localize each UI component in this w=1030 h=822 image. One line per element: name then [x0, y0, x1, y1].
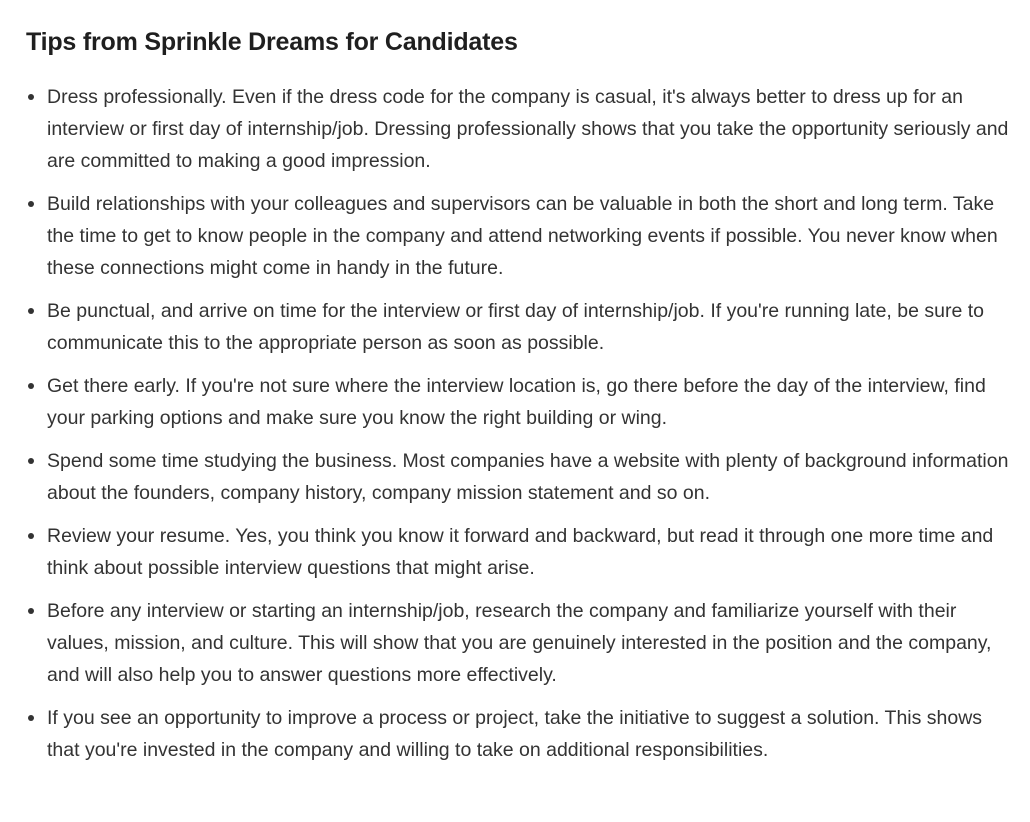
list-item	[26, 188, 1012, 284]
tip-text: Build relationships with your colleagues and supervisors can be valuable in both the short and long term. Take the time to get to know people in the company and attend networking events if possible. You never know when these connections might come in handy in the future.	[47, 193, 998, 279]
tip-text: Get there early. If you're not sure where the interview location is, go there before the day of the interview, find your parking options and make sure you know the right building or wing.	[47, 375, 986, 429]
list-item	[26, 295, 1012, 359]
tip-text: Dress professionally. Even if the dress code for the company is casual, it's always better to dress up for an interview or first day of internship/job. Dressing professionally shows that you take the opportunity seriously and are committed to making a good impression.	[47, 86, 1009, 172]
list-item	[26, 520, 1012, 584]
tip-text: If you see an opportunity to improve a process or project, take the initiative to suggest a solution. This shows that you're invested in the company and willing to take on additional responsibilities.	[47, 707, 983, 761]
list-item	[26, 370, 1012, 434]
list-item	[26, 595, 1012, 691]
list-item	[26, 81, 1012, 177]
tip-text: Be punctual, and arrive on time for the interview or first day of internship/job. If you're running late, be sure to communicate this to the appropriate person as soon as possible.	[47, 300, 984, 354]
tips-list	[26, 81, 1012, 766]
tip-text: Before any interview or starting an internship/job, research the company and familiarize yourself with their values, mission, and culture. This will show that you are genuinely interested in the position and the company, and will also help you to answer questions more effectively.	[47, 600, 992, 686]
list-item	[26, 702, 1012, 766]
bullet-icon	[28, 458, 34, 464]
list-item	[26, 445, 1012, 509]
bullet-icon	[28, 608, 34, 614]
bullet-icon	[28, 201, 34, 207]
bullet-icon	[28, 383, 34, 389]
bullet-icon	[28, 533, 34, 539]
bullet-icon	[28, 308, 34, 314]
bullet-icon	[28, 715, 34, 721]
page-title: Tips from Sprinkle Dreams for Candidates	[26, 28, 518, 56]
bullet-icon	[28, 94, 34, 100]
tip-text: Spend some time studying the business. Most companies have a website with plenty of background information about the founders, company history, company mission statement and so on.	[47, 450, 1009, 504]
tip-text: Review your resume. Yes, you think you know it forward and backward, but read it through one more time and think about possible interview questions that might arise.	[47, 525, 994, 579]
